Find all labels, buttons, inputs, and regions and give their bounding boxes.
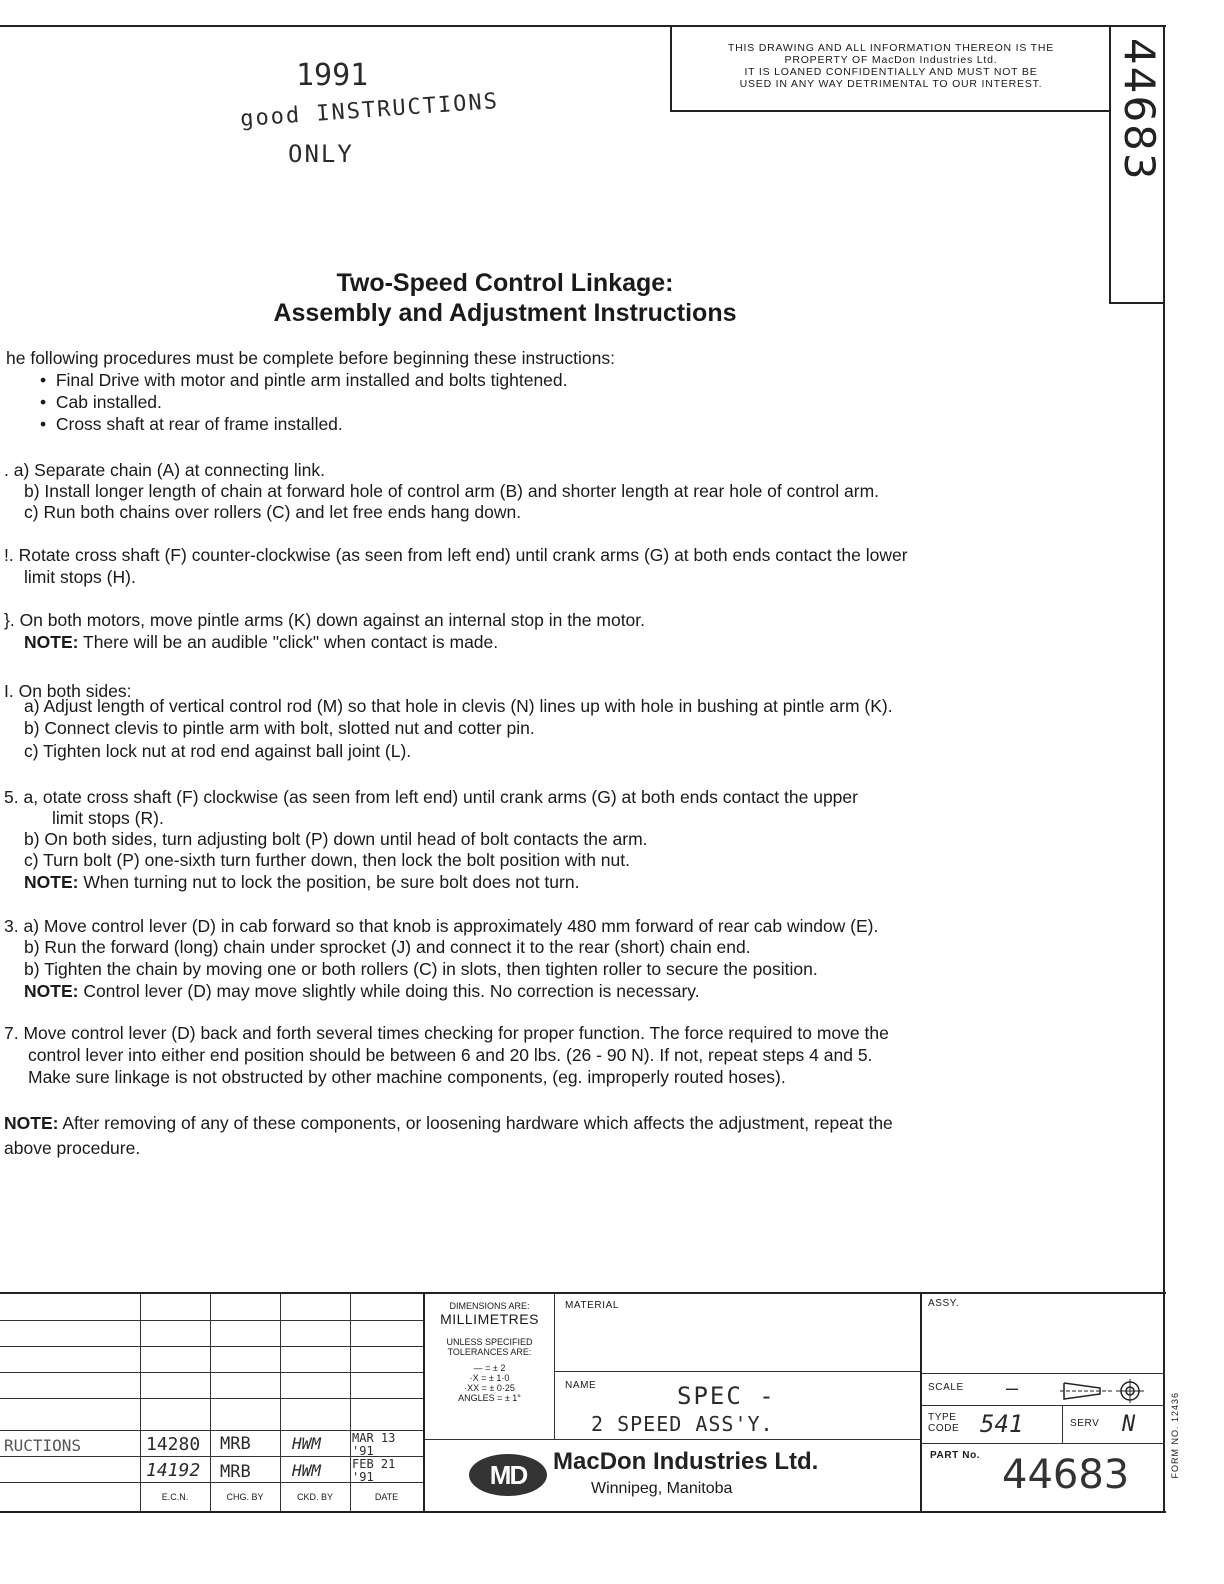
- part-name-line2: 2 SPEED ASS'Y.: [591, 1412, 774, 1436]
- revision-ecn: 14192: [146, 1460, 201, 1481]
- tolerance-one-decimal: ·X = ± 1·0: [469, 1373, 510, 1383]
- final-note-line1: NOTE: After removing of any of these components, or loosening hardware which affects the adjustment, repeat the: [4, 1113, 893, 1133]
- step-3: }. On both motors, move pintle arms (K) down against an internal stop in the motor.: [4, 610, 646, 630]
- drawing-number-vertical: 44683: [1115, 38, 1164, 182]
- intro-text: he following procedures must be complete before beginning these instructions:: [6, 348, 615, 368]
- drawing-number-box: [1109, 26, 1165, 304]
- step-6a: 3. a) Move control lever (D) in cab forward so that knob is approximately 480 mm forward of rear cab window (E).: [4, 916, 879, 936]
- company-name: MacDon Industries Ltd.: [553, 1448, 819, 1475]
- notice-line-3: IT IS LOANED CONFIDENTIALLY AND MUST NOT BE: [744, 66, 1038, 78]
- step-6b: b) Run the forward (long) chain under sprocket (J) and connect it to the rear (short) chain end.: [24, 937, 751, 957]
- title-line-2: Assembly and Adjustment Instructions: [273, 299, 737, 327]
- step-7-line3: Make sure linkage is not obstructed by other machine components, (eg. improperly routed hoses).: [28, 1067, 786, 1087]
- step-4c: c) Tighten lock nut at rod end against ball joint (L).: [24, 741, 412, 761]
- type-code-block: [922, 1406, 1165, 1444]
- tolerances-label: TOLERANCES ARE:: [447, 1347, 532, 1357]
- revision-chg-by: MRB: [220, 1462, 251, 1482]
- step-2-line2: limit stops (H).: [24, 567, 136, 587]
- tolerance-whole: — = ± 2: [473, 1363, 506, 1373]
- company-city: Winnipeg, Manitoba: [591, 1480, 733, 1497]
- revision-ckd-by: HWM: [292, 1461, 321, 1480]
- handwritten-note-line3: ONLY: [288, 140, 354, 168]
- notice-line-1: THIS DRAWING AND ALL INFORMATION THEREON IS THE: [727, 42, 1055, 54]
- revision-ckd-by: HWM: [292, 1434, 321, 1453]
- step-2-line1: !. Rotate cross shaft (F) counter-clockwise (as seen from left end) until crank arms (G) at both ends contact the lower: [4, 545, 908, 565]
- revision-date: MAR 13 '91: [352, 1431, 396, 1458]
- dimensions-value: MILLIMETRES: [440, 1311, 539, 1327]
- step-5c: c) Turn bolt (P) one-sixth turn further down, then lock the bolt position with nut.: [24, 850, 630, 870]
- part-no-value: 44683: [1002, 1452, 1130, 1498]
- scale-value: —: [1006, 1376, 1019, 1400]
- step-1a: . a) Separate chain (A) at connecting link.: [4, 460, 326, 480]
- type-code-label: TYPE CODE: [928, 1412, 960, 1434]
- handwritten-note-line2: good INSTRUCTIONS: [239, 88, 500, 133]
- col-header-chg-by: CHG. BY: [226, 1492, 264, 1502]
- assy-block: [922, 1294, 1165, 1374]
- part-number-block: [922, 1444, 1165, 1511]
- step-3-note: NOTE: There will be an audible "click" when contact is made.: [24, 632, 499, 652]
- revision-table: [0, 1294, 425, 1511]
- step-5a: 5. a, otate cross shaft (F) clockwise (as seen from left end) until crank arms (G) at both ends contact the upper: [4, 787, 858, 807]
- step-6c: b) Tighten the chain by moving one or both rollers (C) in slots, then tighten roller to secure the position.: [24, 959, 818, 979]
- material-label: MATERIAL: [565, 1300, 620, 1311]
- revision-chg-by: MRB: [220, 1434, 251, 1454]
- title-block-bottom-border: [0, 1511, 1166, 1513]
- list-item: • Final Drive with motor and pintle arm installed and bolts tightened.: [40, 370, 568, 390]
- step-5a-cont: limit stops (R).: [52, 808, 164, 828]
- step-6-note: NOTE: Control lever (D) may move slightly while doing this. No correction is necessary.: [24, 981, 700, 1001]
- assy-label: ASSY.: [928, 1298, 960, 1309]
- proprietary-notice: [670, 26, 1110, 112]
- step-1b: b) Install longer length of chain at forward hole of control arm (B) and shorter length at rear hole of control arm.: [24, 481, 880, 501]
- notice-line-4: USED IN ANY WAY DETRIMENTAL TO OUR INTEREST.: [739, 78, 1043, 90]
- serv-divider: [1062, 1406, 1063, 1444]
- step-5b: b) On both sides, turn adjusting bolt (P) down until head of bolt contacts the arm.: [24, 829, 648, 849]
- revision-date: FEB 21 '91: [352, 1457, 396, 1484]
- company-logo: MD: [469, 1454, 547, 1496]
- step-5-note: NOTE: When turning nut to lock the position, be sure bolt does not turn.: [24, 872, 580, 892]
- serv-label: SERV: [1070, 1418, 1100, 1429]
- tolerance-two-decimal: ·XX = ± 0·25: [464, 1383, 515, 1393]
- list-item: • Cab installed.: [40, 392, 162, 412]
- final-note-line2: above procedure.: [4, 1138, 141, 1158]
- unless-label: UNLESS SPECIFIED: [446, 1337, 533, 1347]
- col-header-ecn: E.C.N.: [161, 1492, 189, 1502]
- dimensions-label: DIMENSIONS ARE:: [449, 1301, 530, 1311]
- part-no-label: PART No.: [930, 1450, 981, 1461]
- projection-symbol-icon: [1060, 1379, 1156, 1403]
- step-4: I. On both sides:: [4, 681, 132, 701]
- tolerances-block: [425, 1294, 555, 1440]
- step-7-line1: 7. Move control lever (D) back and forth several times checking for proper function. The force required to move the: [4, 1023, 889, 1043]
- scale-label: SCALE: [928, 1382, 964, 1393]
- revision-description: RUCTIONS: [4, 1436, 82, 1455]
- scale-block: [922, 1374, 1165, 1406]
- company-block: [425, 1440, 920, 1511]
- name-block: [555, 1372, 920, 1440]
- handwritten-year: 1991: [296, 58, 369, 93]
- type-code-value: 541: [980, 1410, 1024, 1438]
- col-header-ckd-by: CKD. BY: [296, 1492, 333, 1502]
- serv-value: N: [1122, 1412, 1136, 1437]
- notice-line-2: PROPERTY OF MacDon Industries Ltd.: [784, 54, 998, 66]
- revision-ecn: 14280: [146, 1434, 201, 1455]
- step-1c: c) Run both chains over rollers (C) and let free ends hang down.: [24, 502, 522, 522]
- list-item: • Cross shaft at rear of frame installed.: [40, 414, 343, 434]
- col-header-date: DATE: [374, 1492, 399, 1502]
- step-4a: a) Adjust length of vertical control rod (M) so that hole in clevis (N) lines up with hole in bushing at pintle arm (K).: [24, 696, 893, 716]
- tolerance-angles: ANGLES = ± 1°: [458, 1393, 521, 1403]
- name-label: NAME: [565, 1380, 597, 1391]
- prerequisite-list: [40, 369, 568, 435]
- page-title: [0, 268, 1010, 328]
- step-7-line2: control lever into either end position should be between 6 and 20 lbs. (26 - 90 N). If not, repeat steps 4 and 5.: [28, 1045, 873, 1065]
- material-block: [555, 1294, 920, 1372]
- title-line-1: Two-Speed Control Linkage:: [336, 269, 674, 297]
- form-number: FORM NO. 12436: [1170, 1392, 1180, 1479]
- step-4b: b) Connect clevis to pintle arm with bolt, slotted nut and cotter pin.: [24, 718, 535, 738]
- part-name-line1: SPEC -: [677, 1382, 776, 1410]
